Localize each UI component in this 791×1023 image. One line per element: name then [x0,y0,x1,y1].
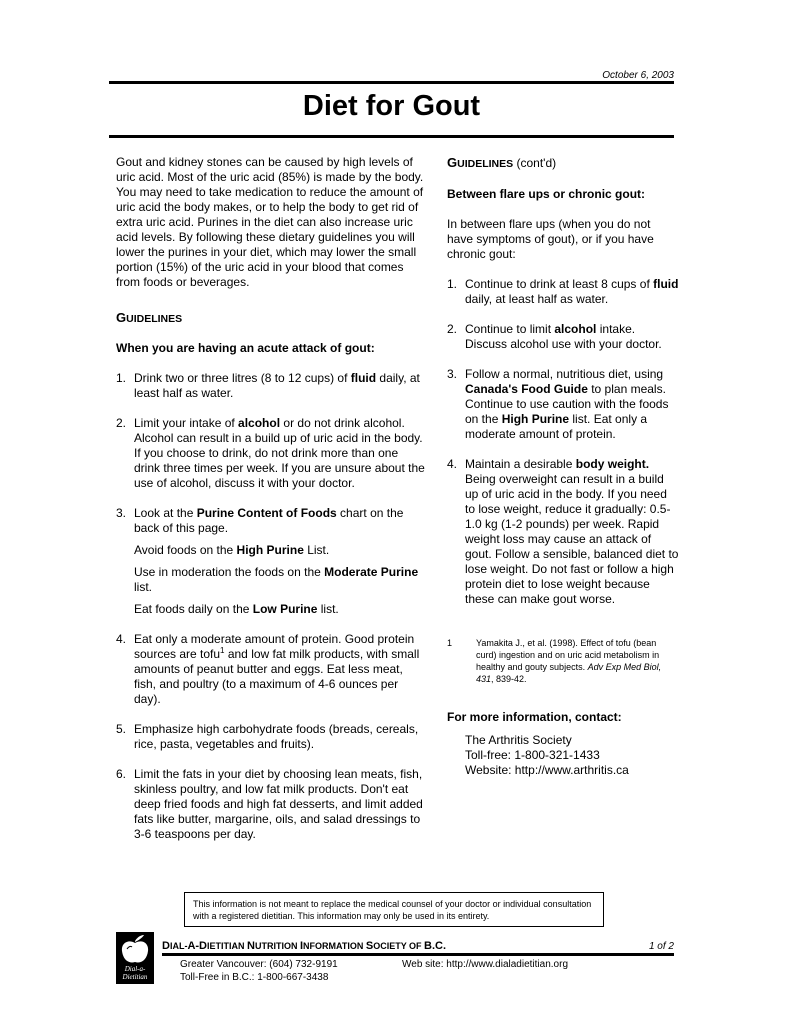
low-purine-note: Eat foods daily on the Low Purine list. [134,602,339,616]
acute-item-3: 3. Look at the Purine Content of Foods chart on the back of this page. Avoid foods on the High Purine List. Use in moderation the foods on the Moderate Purine list. Eat foods daily on the Low Purine list. [116,506,426,617]
footer-rule [162,953,674,956]
contact-organization: The Arthritis Society [465,733,572,747]
greater-vancouver-phone: Greater Vancouver: (604) 732-9191 [180,959,338,970]
contact-block [447,733,679,778]
chronic-item-3: 3. Follow a normal, nutritious diet, using Canada's Food Guide to plan meals. Continue to use caution with the foods on the High Purine list. Eat only a moderate amount of protein. [447,367,669,441]
toll-free-bc-phone: Toll-Free in B.C.: 1-800-667-3438 [180,972,329,983]
guidelines-heading: GUIDELINES [116,310,183,325]
chronic-item-2: 2. Continue to limit alcohol intake. Discuss alcohol use with your doctor. [447,322,662,351]
disclaimer-box: This information is not meant to replace the medical counsel of your doctor or individual consultation with a registered dietitian. This information may only be used in its entirety. [184,892,604,927]
top-rule [109,81,674,84]
organization-name: DIAL-A-DIETITIAN NUTRITION INFORMATION SOCIETY OF B.C. [162,940,447,952]
document-date: October 6, 2003 [602,70,674,81]
acute-item-2: 2. Limit your intake of alcohol or do not drink alcohol. Alcohol can result in a build up of uric acid in the body. If you choose to drink, do not drink more than one drink three times per week. If you are unsure about the use of alcohol, discuss it with your doctor. [116,416,425,490]
logo-text: Dial-a- Dietitian [122,965,148,981]
chronic-gout-heading: Between flare ups or chronic gout: [447,187,646,201]
intro-paragraph: Gout and kidney stones can be caused by high levels of uric acid. Most of the uric acid (85%) is made by the body. You may need to take medication to reduce the amount of uric acid the body makes, or to help the body to get rid of extra uric acid. Purines in the diet can also increase uric acid levels. By following these dietary guidelines you will lower the purines in your diet, which may lower the small portion (15%) of the uric acid in your blood that comes from foods or beverages. [116,155,424,289]
chronic-item-4: 4. Maintain a desirable body weight. Being overweight can result in a build up of uric acid in the body. If you need to lose weight, reduce it gradually: 0.5-1.0 kg (1-2 pounds) per week. Rapid weight loss may cause an attack of gout. Follow a sensible, balanced diet to lose weight. Do not fast or follow a high protein diet to lose weight because these can make gout worse. [447,457,679,606]
footer-website-link[interactable]: Web site: http://www.dialadietitian.org [402,959,569,970]
chronic-intro: In between flare ups (when you do not have symptoms of gout), or if you have chronic gout: [447,217,654,261]
acute-item-6: 6. Limit the fats in your diet by choosing lean meats, fish, skinless poultry, and low fat milk products. Don't eat deep fried foods and high fat desserts, and limit added fats like butter, margarine, oils, and salad dressings to 3-6 teaspoons per day. [116,767,423,841]
right-column [447,155,679,778]
contact-phone: Toll-free: 1-800-321-1433 [465,748,600,762]
page-number: 1 of 2 [648,941,674,952]
dial-a-dietitian-logo [116,932,154,984]
acute-attack-heading: When you are having an acute attack of gout: [116,341,375,355]
guidelines-contd-heading: GUIDELINES (cont'd) [447,155,557,170]
acute-item-4: 4. Eat only a moderate amount of protein. Good protein sources are tofu$^1$ and low fat milk products, with small amounts of peanut butter and eggs. Eat less meat, fish, and poultry (to a maximum of 4-6 ounces per day). [116,632,420,706]
acute-item-5: 5. Emphasize high carbohydrate foods (breads, cereals, rice, pasta, vegetables and fruits). [116,722,419,751]
high-purine-note: Avoid foods on the High Purine List. [134,543,330,557]
chronic-item-1: 1. Continue to drink at least 8 cups of fluid daily, at least half as water. [447,277,679,306]
acute-item-1: 1. Drink two or three litres (8 to 12 cups) of fluid daily, at least half as water. [116,371,420,400]
contact-heading: For more information, contact: [447,710,622,724]
document-title: Diet for Gout [302,90,481,122]
footnote: 1 Yamakita J., et al. (1998). Effect of tofu (bean curd) ingestion and on uric acid metabolism in healthy and gouty subjects. Adv Exp Med Biol, 431, 839-42. [447,638,662,684]
contact-website[interactable]: Website: http://www.arthritis.ca [465,763,629,777]
moderate-purine-note: Use in moderation the foods on the Moderate Purine list. [134,565,419,594]
title-rule [109,135,674,138]
left-column [116,155,426,842]
